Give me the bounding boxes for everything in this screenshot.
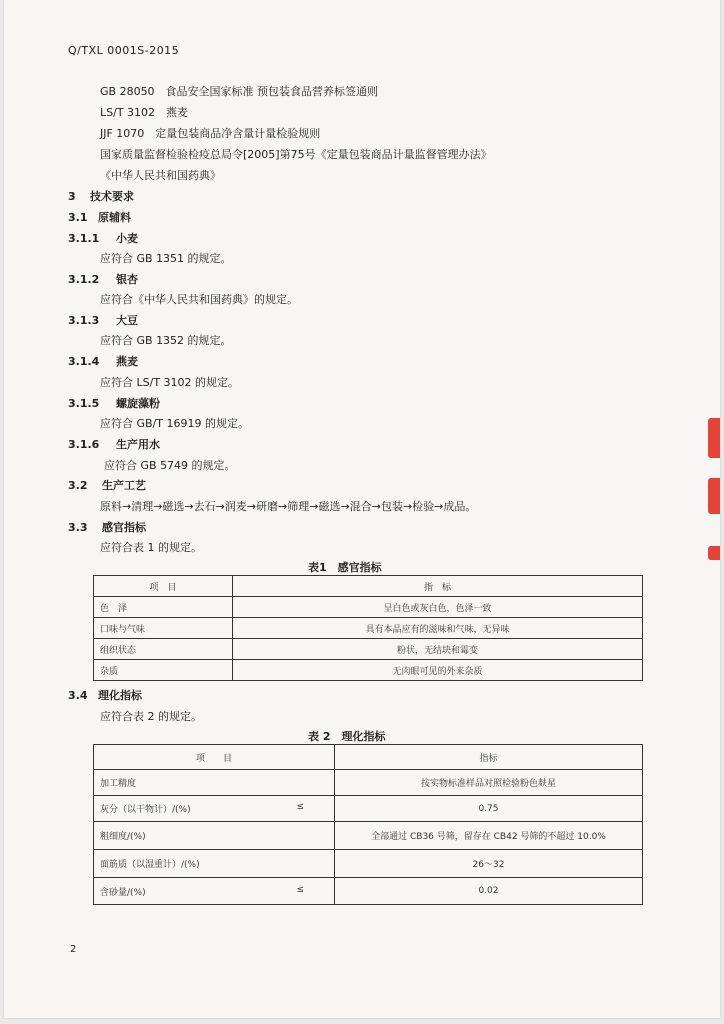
table-cell: 粗细度/(%) [94,822,335,850]
table-header-row [94,576,643,597]
subsection-heading: 3.1.1 小麦 [68,232,138,245]
reference-line: 国家质量监督检验检疫总局令[2005]第75号《定量包装商品计量监督管理办法》 [100,148,492,161]
table-row [94,822,643,850]
seal-fragment [708,478,720,514]
subsection-heading: 3.1.2 银杏 [68,273,138,286]
section-heading: 3 技术要求 [68,190,134,203]
table-cell: 呈白色或灰白色，色泽一致 [233,597,643,618]
table-cell: 加工精度 [94,770,335,796]
table-row [94,770,643,796]
subsection-text: 应符合 LS/T 3102 的规定。 [100,376,240,389]
subsection-text: 应符合 GB 1352 的规定。 [100,334,232,347]
table-cell: 全部通过 CB36 号筛，留存在 CB42 号筛的不超过 10.0% [335,822,643,850]
table-cell: 口味与气味 [94,618,233,639]
table-row [94,639,643,660]
table-cell: 无肉眼可见的外来杂质 [233,660,643,681]
reference-line: LS/T 3102 燕麦 [100,106,189,119]
process-flow-text: 原料→清理→磁选→去石→润麦→研磨→筛理→磁选→混合→包装→检验→成品。 [100,500,477,513]
subsection-heading: 3.1.4 燕麦 [68,355,138,368]
sensory-table [93,575,643,681]
table-cell: 面筋质（以湿重计）/(%) [94,850,335,878]
section-text: 应符合表 2 的规定。 [100,710,202,723]
table2-caption: 表 2 理化指标 [308,730,386,743]
table-cell: 具有本品应有的滋味和气味，无异味 [233,618,643,639]
section-text: 应符合表 1 的规定。 [100,541,202,554]
table-cell: 粉状，无结块和霉变 [233,639,643,660]
table-row [94,597,643,618]
page-number: 2 [70,944,77,955]
seal-fragment [708,418,720,458]
subsection-heading: 3.1.6 生产用水 [68,438,160,451]
table-header-cell: 指标 [335,745,643,770]
table-header-row [94,745,643,770]
table1-caption: 表1 感官指标 [308,561,382,574]
table-cell: 26～32 [335,850,643,878]
table-cell: 灰分（以干物计）/(%) ≤ [94,796,335,822]
table-row [94,850,643,878]
seal-fragment [708,546,720,560]
document-header: Q/TXL 0001S-2015 [68,44,180,57]
table-header-cell: 项 目 [94,745,335,770]
table-cell: 0.75 [335,796,643,822]
reference-line: GB 28050 食品安全国家标准 预包装食品营养标签通则 [100,85,379,98]
subsection-text: 应符合 GB/T 16919 的规定。 [100,417,249,430]
table-cell: 组织状态 [94,639,233,660]
section-heading: 3.2 生产工艺 [68,479,146,492]
table-row [94,618,643,639]
table-row [94,878,643,905]
table-cell: 色 泽 [94,597,233,618]
table-row [94,796,643,822]
section-heading: 3.1 原辅料 [68,211,131,224]
reference-line: 《中华人民共和国药典》 [100,169,221,182]
table-cell: 0.02 [335,878,643,905]
table-cell: 杂质 [94,660,233,681]
table-header-cell: 项 目 [94,576,233,597]
subsection-heading: 3.1.3 大豆 [68,314,138,327]
table-row [94,660,643,681]
section-heading: 3.3 感官指标 [68,521,146,534]
subsection-text: 应符合 GB 5749 的规定。 [104,459,236,472]
section-heading: 3.4 理化指标 [68,689,142,702]
subsection-text: 应符合 GB 1351 的规定。 [100,252,232,265]
subsection-heading: 3.1.5 螺旋藻粉 [68,397,160,410]
table-header-cell: 指 标 [233,576,643,597]
reference-line: JJF 1070 定量包装商品净含量计量检验规则 [100,127,321,140]
table-cell: 含砂量/(%) ≤ [94,878,335,905]
physicochemical-table [93,744,643,905]
table-cell: 按实物标准样品对照检验粉色麸星 [335,770,643,796]
document-page [4,0,720,1018]
subsection-text: 应符合《中华人民共和国药典》的规定。 [100,293,298,306]
